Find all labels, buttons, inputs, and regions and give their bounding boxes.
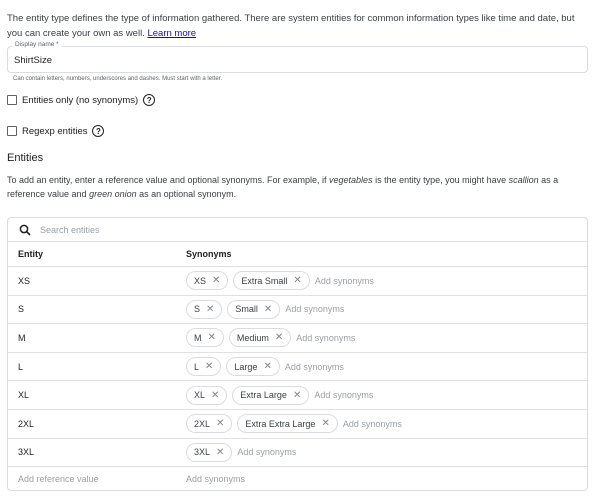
intro-text [7, 11, 592, 41]
add-synonyms-input[interactable]: Add synonyms [237, 447, 297, 458]
table-row [8, 353, 587, 382]
synonym-chip[interactable] [186, 300, 222, 319]
remove-icon[interactable]: ✕ [321, 418, 330, 430]
learn-more-link[interactable]: Learn more [147, 28, 197, 39]
add-synonyms-input[interactable]: Add synonyms [285, 304, 345, 315]
entity-column-header: Entity [18, 249, 44, 259]
synonym-label: Medium [236, 332, 269, 343]
entity-value[interactable]: M [18, 332, 26, 343]
remove-icon[interactable]: ✕ [263, 303, 273, 315]
desc-em: green onion [89, 188, 137, 199]
synonym-label: L [194, 361, 200, 372]
entity-value[interactable]: 2XL [18, 418, 35, 429]
add-reference-input[interactable]: Add reference value [18, 474, 99, 484]
synonym-chip[interactable] [186, 443, 232, 462]
entities-table [7, 217, 588, 491]
synonym-chip[interactable] [186, 328, 224, 347]
synonym-label: 3XL [194, 447, 211, 458]
synonym-label: Extra Small [241, 275, 288, 286]
add-synonyms-input[interactable]: Add synonyms [342, 418, 402, 429]
synonym-label: Extra Extra Large [245, 418, 316, 429]
display-name-value[interactable]: ShirtSize [14, 55, 53, 66]
synonym-label: Small [235, 304, 258, 315]
search-icon [19, 224, 31, 236]
synonym-label: Large [234, 361, 258, 372]
synonyms-cell [186, 328, 355, 347]
add-synonyms-input[interactable]: Add synonyms [296, 332, 356, 343]
entities-only-checkbox[interactable] [7, 95, 17, 105]
entities-description [7, 174, 592, 201]
table-header [8, 242, 587, 267]
synonym-label: XS [194, 275, 207, 286]
entity-value[interactable]: L [18, 361, 24, 372]
remove-icon[interactable]: ✕ [292, 389, 302, 401]
search-input[interactable]: Search entities [40, 224, 100, 235]
desc-text: as a reference value and [7, 175, 559, 199]
entity-value[interactable]: S [18, 304, 25, 315]
desc-text: as an optional synonym. [136, 188, 237, 199]
synonym-chip[interactable] [227, 300, 280, 319]
synonym-chip[interactable] [237, 414, 337, 433]
synonym-chip[interactable] [186, 386, 227, 405]
table-row [8, 439, 587, 468]
entity-value[interactable]: XS [18, 275, 31, 286]
desc-text: is the entity type, you might have [372, 175, 509, 185]
remove-icon[interactable]: ✕ [274, 332, 284, 344]
synonym-label: M [194, 332, 202, 343]
search-row [8, 218, 587, 242]
synonyms-cell [186, 357, 344, 376]
desc-text: To add an entity, enter a reference value and optional synonyms. For example, if [7, 175, 330, 185]
synonyms-cell [186, 300, 344, 319]
add-synonyms-input[interactable]: Add synonyms [314, 390, 374, 401]
table-row [8, 296, 587, 325]
synonym-chip[interactable] [186, 414, 232, 433]
entity-value[interactable]: XL [18, 390, 30, 401]
entities-heading: Entities [7, 152, 44, 164]
remove-icon[interactable]: ✕ [206, 303, 215, 315]
table-row [8, 267, 587, 296]
regexp-label[interactable]: Regexp entities [22, 125, 88, 137]
synonyms-column-header: Synonyms [186, 249, 232, 259]
remove-icon[interactable]: ✕ [211, 389, 220, 401]
remove-icon[interactable]: ✕ [207, 332, 216, 344]
synonym-chip[interactable] [186, 357, 221, 376]
table-row [8, 410, 587, 439]
desc-em: vegetables [329, 175, 373, 185]
add-entity-row [8, 467, 587, 491]
remove-icon[interactable]: ✕ [293, 275, 302, 287]
synonym-chip[interactable] [226, 357, 279, 376]
synonyms-cell [186, 271, 374, 290]
synonym-label: Extra Large [240, 390, 287, 401]
table-row [8, 324, 587, 353]
synonyms-cell [186, 386, 373, 405]
desc-em: scallion [508, 175, 539, 185]
add-synonyms-input[interactable]: Add synonyms [186, 474, 246, 484]
display-name-helper: Can contain letters, numbers, underscores and dashes. Must start with a letter. [13, 76, 223, 82]
synonym-chip[interactable] [233, 271, 309, 290]
synonym-label: XL [194, 390, 206, 401]
remove-icon[interactable]: ✕ [212, 275, 221, 287]
entities-only-option [7, 94, 155, 106]
regexp-checkbox[interactable] [7, 126, 17, 136]
remove-icon[interactable]: ✕ [216, 446, 225, 458]
help-icon[interactable]: ? [92, 125, 104, 137]
intro-body: The entity type defines the type of information gathered. There are system entities for common information types like time and date, but you can create your own as well. [7, 13, 575, 39]
remove-icon[interactable]: ✕ [216, 418, 225, 430]
table-row [8, 381, 587, 410]
add-synonyms-input[interactable]: Add synonyms [314, 275, 374, 286]
help-icon[interactable]: ? [143, 94, 155, 106]
remove-icon[interactable]: ✕ [205, 361, 214, 373]
synonym-chip[interactable] [229, 328, 291, 347]
synonyms-cell [186, 414, 402, 433]
display-name-field[interactable] [7, 46, 588, 73]
entity-value[interactable]: 3XL [18, 447, 35, 458]
entities-only-label[interactable]: Entities only (no synonyms) [22, 94, 139, 106]
synonym-label: S [194, 304, 201, 315]
regexp-option [7, 125, 104, 137]
synonym-chip[interactable] [186, 271, 228, 290]
synonym-label: 2XL [194, 418, 211, 429]
synonyms-cell [186, 443, 296, 462]
display-name-label: Display name * [12, 41, 62, 48]
synonym-chip[interactable] [232, 386, 309, 405]
remove-icon[interactable]: ✕ [263, 361, 272, 373]
add-synonyms-input[interactable]: Add synonyms [284, 361, 344, 372]
